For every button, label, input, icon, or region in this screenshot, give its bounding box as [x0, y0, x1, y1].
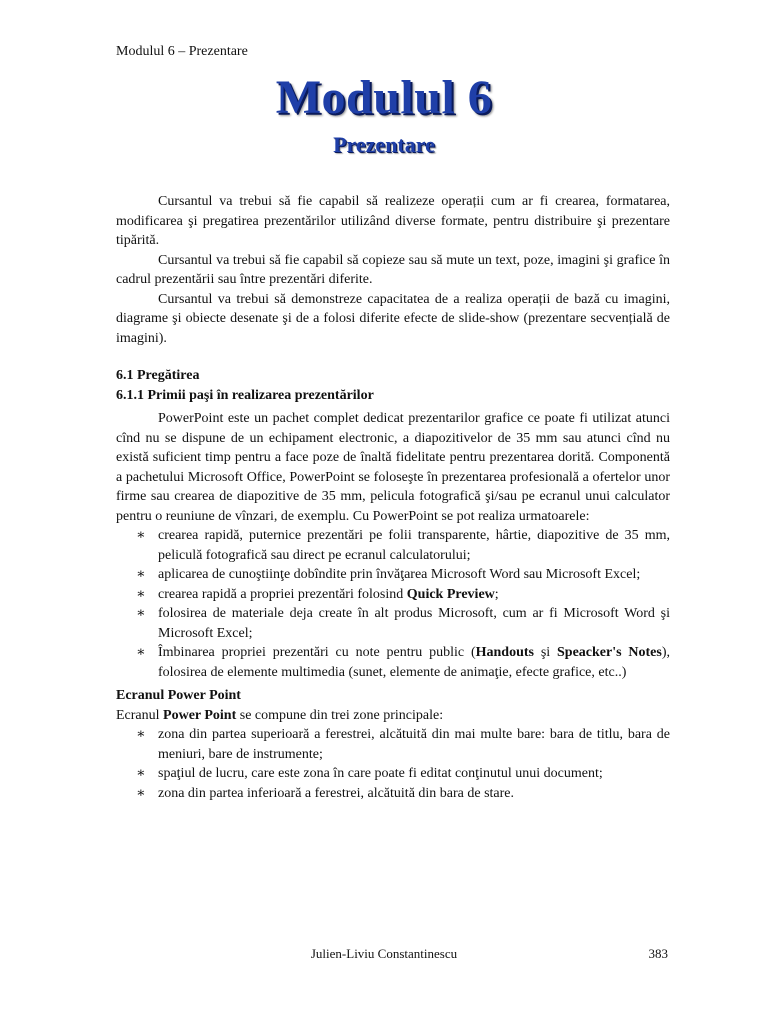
module-title: Modulul 6: [275, 71, 493, 124]
list-item: ∗ zona din partea inferioară a ferestrei, alcătuită din bara de stare.: [158, 784, 670, 804]
bullet-icon: ∗: [136, 645, 146, 660]
footer-author: Julien-Liviu Constantinescu: [310, 946, 458, 961]
list-item: ∗ crearea rapidă, puternice prezentări pe folii transparente, hârtie, diapozitive de 35 mm, peliculă fotografică sau direct pe ecranul calculatorului;: [136, 528, 670, 563]
list-item: ∗ zona din partea superioară a ferestrei, alcătuită din mai multe bare: bara de titlu, bara de meniuri, bare de instrumente;: [136, 727, 670, 762]
feature-list: [116, 526, 670, 682]
intro-paragraph-2: Cursantul va trebui să fie capabil să copieze sau să mute un text, poze, imagini şi grafice în cadrul prezentării sau între prezentări diferite.: [116, 252, 670, 287]
screen-intro: Ecranul Power Point se compune din trei zone principale:: [116, 707, 444, 723]
bold-term: Speacker's Notes: [557, 645, 662, 660]
module-subtitle: Prezentare: [333, 132, 435, 157]
list-item: ∗ spaţiul de lucru, care este zona în care poate fi editat conţinutul unui document;: [158, 764, 670, 784]
list-item: ∗ folosirea de materiale deja create în alt produs Microsoft, cum ar fi Microsoft Word şi Microsoft Excel;: [136, 606, 670, 641]
section-heading: 6.1 Pregătirea: [116, 368, 200, 383]
intro-paragraph-1: Cursantul va trebui să fie capabil să realizeze operații cum ar fi crearea, formatarea, modificarea şi pregatirea prezentărilor utilizând diverse formate, pentru distribuire şi prezentare tipărită.: [116, 194, 670, 248]
list-item: ∗ aplicarea de cunoştiinţe dobîndite prin învăţarea Microsoft Word sau Microsoft Excel;: [158, 565, 670, 585]
screen-heading: Ecranul Power Point: [116, 688, 241, 703]
running-header: Modulul 6 – Prezentare: [116, 44, 248, 59]
bullet-icon: ∗: [136, 785, 146, 801]
intro-paragraph-3: Cursantul va trebui să demonstreze capacitatea de a realiza operații de bază cu imagini, diagrame şi obiecte desenate şi de a folosi diferite efecte de slide-show (prezentare secvențială de imagini).: [116, 291, 670, 346]
bullet-icon: ∗: [136, 586, 146, 602]
bold-term: Power Point: [163, 707, 237, 723]
bullet-icon: ∗: [136, 528, 146, 543]
list-item: ∗ crearea rapidă a propriei prezentări folosind Quick Preview;: [158, 585, 670, 605]
page-number: 383: [648, 946, 668, 961]
subsection-heading: 6.1.1 Primii paşi în realizarea prezentărilor: [116, 387, 374, 403]
body-text: [116, 192, 670, 803]
bullet-icon: ∗: [136, 567, 146, 582]
bold-term: Handouts: [475, 645, 534, 660]
screen-zones-list: [116, 725, 670, 803]
bullet-icon: ∗: [136, 766, 146, 781]
bullet-icon: ∗: [136, 606, 146, 621]
powerpoint-paragraph: PowerPoint este un pachet complet dedicat prezentarilor grafice ce poate fi utilizat atunci cînd nu se dispune de un echipament electronic, a diapozitivelor de 35 mm sau atunci cînd nu există suficient timp pentru a face poze de înaltă fidelitate pentru prezentarea dorită. Componentă a pachetului Microsoft Office, PowerPoint se foloseşte în prezentarea profesională a ofertelor unor firme sau crearea de diapozitive de 35 mm, pelicula fotografică şi/sau pe ecranul unui calculator pentru o reuniune de vînzari, de exemplu. Cu PowerPoint se pot realiza urmatoarele:: [116, 411, 670, 524]
bold-term: Quick Preview: [406, 586, 495, 602]
list-item: ∗ Îmbinarea propriei prezentări cu note pentru public (Handouts şi Speacker's Notes), folosirea de elemente multimedia (sunet, elemente de animaţie, efecte grafice, etc..): [136, 645, 670, 680]
bullet-icon: ∗: [136, 727, 146, 742]
